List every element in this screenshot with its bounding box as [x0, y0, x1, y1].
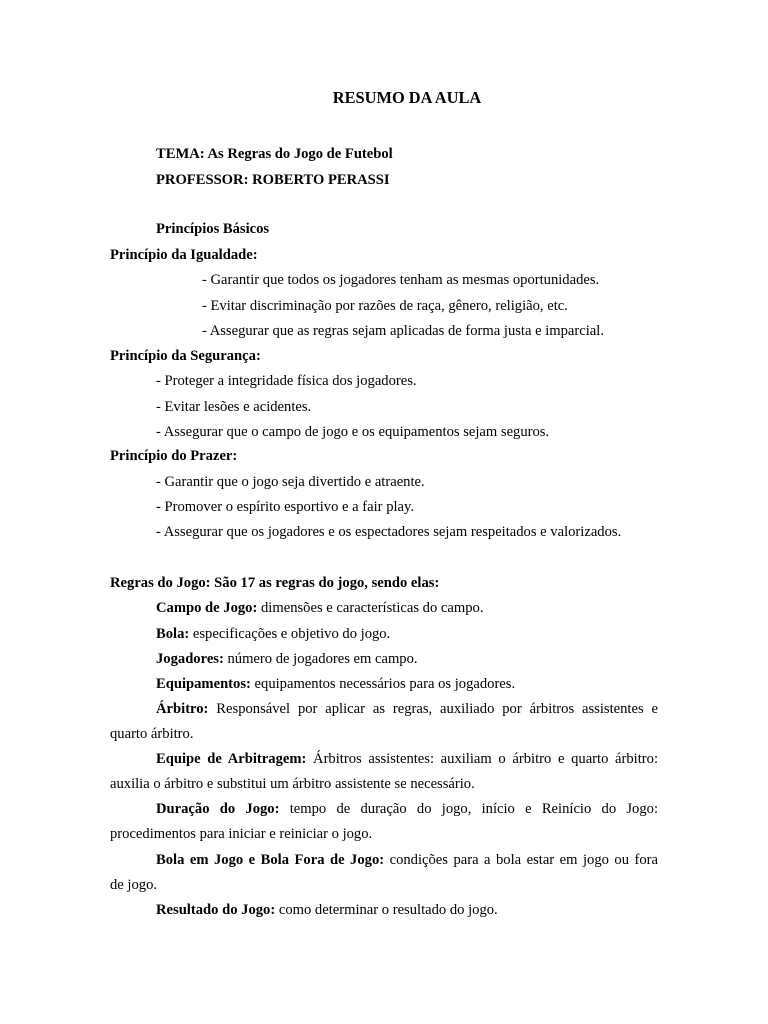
prazer-item: - Garantir que o jogo seja divertido e atraente.: [156, 474, 425, 490]
regra-item: [156, 675, 515, 693]
principio-prazer-title: Princípio do Prazer:: [110, 448, 238, 464]
igualdade-item: - Assegurar que as regras sejam aplicadas de forma justa e imparcial.: [202, 323, 604, 339]
regra-text: tempo de duração do jogo, início e Reinício do Jogo:: [279, 801, 658, 817]
professor-line: PROFESSOR: ROBERTO PERASSI: [156, 172, 390, 188]
regra-item: [156, 650, 418, 668]
regra-item-line2: auxilia o árbitro e substitui um árbitro assistente se necessário.: [110, 776, 475, 792]
regra-term: Equipamentos:: [156, 676, 251, 692]
prazer-item: - Promover o espírito esportivo e a fair play.: [156, 499, 415, 515]
regra-text: Responsável por aplicar as regras, auxiliado por árbitros assistentes e: [208, 701, 658, 717]
regra-text: dimensões e características do campo.: [257, 600, 484, 616]
regra-text: Árbitros assistentes: auxiliam o árbitro e quarto árbitro:: [306, 751, 659, 767]
regra-text: número de jogadores em campo.: [223, 651, 418, 667]
regra-item: [156, 625, 390, 643]
regra-text: condições para a bola estar em jogo ou fora: [384, 852, 658, 868]
regra-item-line2: de jogo.: [110, 877, 158, 893]
regra-item-line2: quarto árbitro.: [110, 726, 194, 742]
regra-text: como determinar o resultado do jogo.: [275, 902, 498, 918]
regra-text: equipamentos necessários para os jogadores.: [250, 676, 516, 692]
principio-seguranca-title: Princípio da Segurança:: [110, 348, 261, 364]
regra-item: [156, 599, 483, 617]
principios-heading: Princípios Básicos: [156, 221, 270, 237]
regra-term: Equipe de Arbitragem:: [156, 751, 307, 767]
seguranca-item: - Assegurar que o campo de jogo e os equipamentos sejam seguros.: [156, 424, 550, 440]
igualdade-item: - Garantir que todos os jogadores tenham as mesmas oportunidades.: [202, 272, 600, 288]
regra-item-line1: [110, 851, 658, 869]
regra-item-line1: [110, 800, 658, 818]
seguranca-item: - Evitar lesões e acidentes.: [156, 399, 312, 415]
regra-item: [156, 901, 498, 919]
regra-item-line1: [110, 750, 658, 768]
regra-item-line2: procedimentos para iniciar e reiniciar o jogo.: [110, 826, 373, 842]
regra-term: Jogadores:: [156, 651, 224, 667]
regra-term: Duração do Jogo:: [156, 801, 280, 817]
prazer-item: - Assegurar que os jogadores e os espectadores sejam respeitados e valorizados.: [156, 524, 622, 540]
tema-line: TEMA: As Regras do Jogo de Futebol: [156, 146, 393, 162]
regras-heading: Regras do Jogo: São 17 as regras do jogo, sendo elas:: [110, 575, 440, 591]
regra-term: Bola em Jogo e Bola Fora de Jogo:: [156, 852, 385, 868]
regra-term: Campo de Jogo:: [156, 600, 258, 616]
regra-term: Bola:: [156, 626, 190, 642]
regra-term: Resultado do Jogo:: [156, 902, 276, 918]
regra-item-line1: [110, 700, 658, 718]
regra-term: Árbitro:: [156, 701, 209, 717]
seguranca-item: - Proteger a integridade física dos jogadores.: [156, 373, 417, 389]
document-title: RESUMO DA AULA: [332, 88, 482, 107]
igualdade-item: - Evitar discriminação por razões de raça, gênero, religião, etc.: [202, 298, 568, 314]
principio-igualdade-title: Princípio da Igualdade:: [110, 247, 258, 263]
regra-text: especificações e objetivo do jogo.: [189, 626, 391, 642]
